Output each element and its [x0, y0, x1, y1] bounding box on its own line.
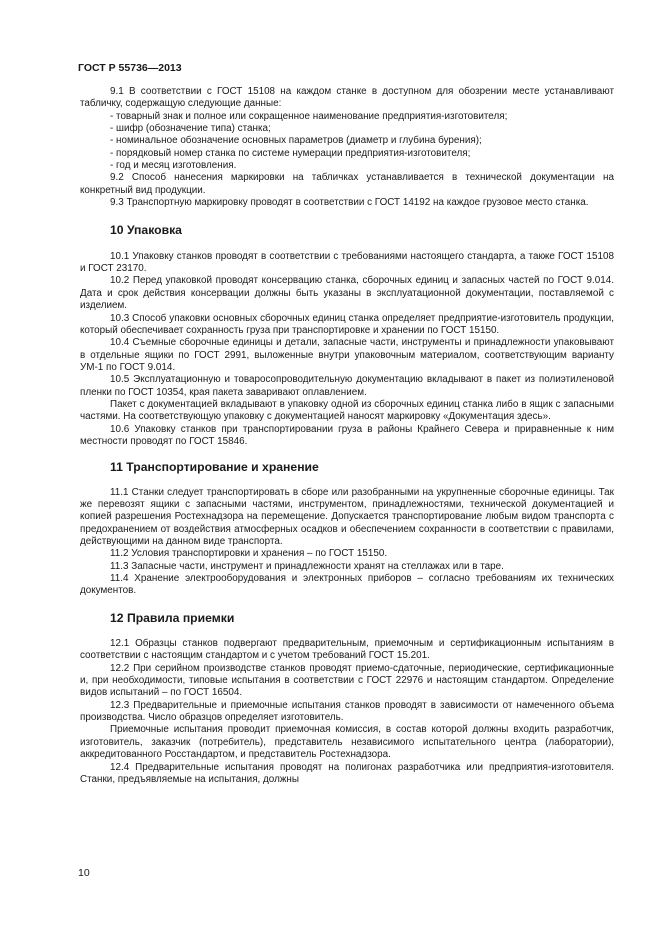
paragraph-11-4: 11.4 Хранение электрооборудования и электронных приборов – согласно требованиям их технических документов.	[80, 573, 614, 597]
paragraph-12-4: 12.4 Предварительные испытания проводят на полигонах разработчика или предприятия-изготовителя. Станки, предъявляемые на испытания, должны	[80, 761, 614, 785]
paragraph-12-3: 12.3 Предварительные и приемочные испытания станков проводят в зависимости от намеченного объема производства. Число образцов определяет изготовитель.	[80, 699, 614, 724]
paragraph-10-2: 10.2 Перед упаковкой проводят консервацию станка, сборочных единиц и запасных частей по ГОСТ 9.014. Дата и срок действия консервации должны быть указаны в эксплуатационной документации, поставляемой с изделием.	[80, 275, 614, 312]
paragraph-11-1: 11.1 Станки следует транспортировать в сборе или разобранными на укрупненные сборочные единицы. Так же перевозят ящики с запасными частями, инструментом, принадлежностями, технической документацией и копией разрешения Ростехнадзора на перемещение. Допускается транспортирование любым видом транспорта с предохранением от воздействия атмосферных осадков и обеспечением сохранности в соответствии с правилами, действующими на данном виде транспорта.	[80, 486, 614, 547]
paragraph-9-3: 9.3 Транспортную маркировку проводят в соответствии с ГОСТ 14192 на каждое грузовое место станка.	[110, 197, 589, 209]
paragraph-10-5-cont: Пакет с документацией вкладывают в упаковку одной из сборочных единиц станка либо в ящик с запасными частями. На соответствующую упаковку с документацией наносят маркировку «Документация здесь».	[80, 398, 614, 423]
list-item: - год и месяц изготовления.	[110, 160, 237, 172]
paragraph-10-4: 10.4 Съемные сборочные единицы и детали, запасные части, инструменты и принадлежности упаковывают в отдельные ящики по ГОСТ 2991, выложенные внутри упаковочным материалом, соответствующим варианту УМ-1 по ГОСТ 9.014.	[80, 337, 614, 373]
list-item: - номинальное обозначение основных параметров (диаметр и глубина бурения);	[110, 135, 482, 147]
section-heading-11: 11 Транспортирование и хранение	[110, 460, 319, 475]
paragraph-10-1: 10.1 Упаковку станков проводят в соответствии с требованиями настоящего стандарта, а также ГОСТ 15108 и ГОСТ 23170.	[80, 250, 614, 275]
list-item: - порядковый номер станка по системе нумерации предприятия-изготовителя;	[110, 147, 471, 159]
paragraph-10-3: 10.3 Способ упаковки основных сборочных единиц станка определяет предприятие-изготовитель продукции, который обеспечивает сохранность груза при транспортировке и хранении по ГОСТ 15150.	[80, 312, 614, 336]
paragraph-10-5: 10.5 Эксплуатационную и товаросопроводительную документацию вкладывают в пакет из полиэтиленовой пленки по ГОСТ 10354, края пакета заваривают оплавлением.	[80, 374, 614, 398]
list-item: - товарный знак и полное или сокращенное наименование предприятия-изготовителя;	[110, 110, 508, 122]
document-body	[80, 86, 614, 786]
paragraph-12-2: 12.2 При серийном производстве станков проводят приемо-сдаточные, периодические, сертификационные и, при необходимости, типовые испытания в соответствии с ГОСТ 22976 и настоящим стандартом. Определение видов испытаний – по ГОСТ 16504.	[80, 662, 614, 699]
paragraph-11-2: 11.2 Условия транспортировки и хранения – по ГОСТ 15150.	[110, 548, 388, 560]
paragraph-9-2: 9.2 Способ нанесения маркировки на табличках устанавливается в технической документации на конкретный вид продукции.	[80, 172, 614, 196]
paragraph-10-6: 10.6 Упаковку станков при транспортировании груза в районы Крайнего Севера и приравненные к ним местности проводят по ГОСТ 15846.	[80, 423, 614, 447]
standard-code: ГОСТ Р 55736—2013	[78, 62, 182, 74]
paragraph-12-3-cont: Приемочные испытания проводит приемочная комиссия, в состав которой должны входить разработчик, изготовитель, заказчик (потребитель), представитель независимого испытательного центра (лаборатории), аккредитованного Росстандартом, и представитель Ростехнадзора.	[80, 724, 614, 761]
paragraph-11-3: 11.3 Запасные части, инструмент и принадлежности хранят на стеллажах или в таре.	[110, 560, 504, 572]
page-number: 10	[78, 867, 90, 879]
paragraph-9-1: 9.1 В соответствии с ГОСТ 15108 на каждом станке в доступном для обозрении месте устанавливают табличку, содержащую следующие данные:	[80, 86, 614, 110]
list-item: - шифр (обозначение типа) станка;	[110, 123, 271, 135]
section-heading-12: 12 Правила приемки	[110, 610, 235, 625]
section-heading-10: 10 Упаковка	[110, 223, 182, 238]
paragraph-12-1: 12.1 Образцы станков подвергают предварительным, приемочным и сертификационным испытаниям в соответствии с настоящим стандартом и с учетом требований ГОСТ 15.201.	[80, 638, 614, 662]
